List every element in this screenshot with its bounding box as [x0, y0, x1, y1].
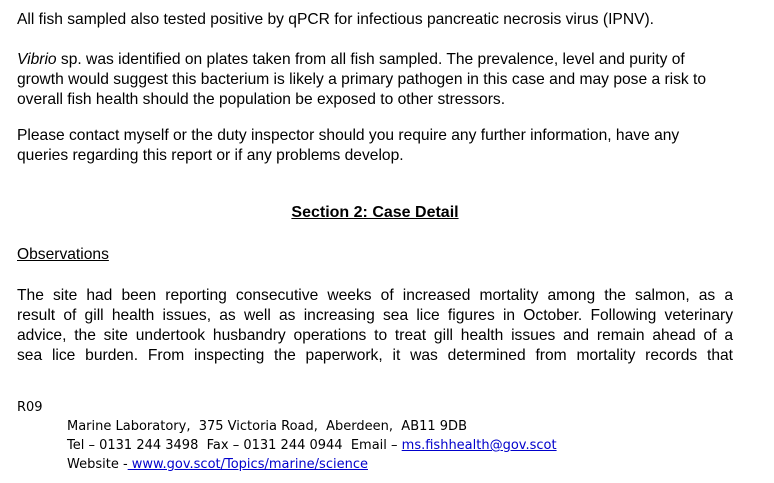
footer-address: Marine Laboratory, 375 Victoria Road, Aberdeen, AB11 9DB	[67, 419, 467, 434]
document-code: R09	[17, 400, 43, 415]
footer-contact-prefix: Tel – 0131 244 3498 Fax – 0131 244 0944 Email –	[67, 438, 402, 453]
footer-contact	[67, 436, 557, 455]
observations-paragraph	[17, 286, 733, 366]
vibrio-text: sp. was identified on plates taken from all fish sampled. The prevalence, level and purity of growth would suggest this bacterium is likely a primary pathogen in this case and may pose a risk to overall fish health should the population be exposed to other stressors.	[17, 51, 707, 108]
observations-line: The site had been reporting consecutive weeks of increased mortality among the salmon, as a	[17, 287, 733, 304]
vibrio-paragraph	[17, 50, 733, 110]
contact-paragraph: Please contact myself or the duty inspector should you require any further information, have any queries regarding this report or if any problems develop.	[17, 127, 680, 164]
observations-line: advice, the site undertook husbandry operations to treat gill health issues and remain ahead of a	[17, 327, 733, 344]
section-heading: Section 2: Case Detail	[291, 204, 459, 221]
observations-label: Observations	[17, 246, 109, 263]
ipnv-paragraph: All fish sampled also tested positive by qPCR for infectious pancreatic necrosis virus (IPNV).	[17, 11, 655, 28]
vibrio-genus: Vibrio	[17, 51, 57, 68]
footer-website	[67, 455, 557, 474]
website-link[interactable]: www.gov.scot/Topics/marine/science	[127, 457, 368, 472]
observations-line: sea lice burden. From inspecting the paperwork, it was determined from mortality records that	[17, 347, 733, 364]
email-link[interactable]: ms.fishhealth@gov.scot	[401, 438, 557, 453]
footer-website-prefix: Website -	[67, 457, 128, 472]
observations-line: result of gill health issues, as well as increasing sea lice figures in October. Following veterinary	[17, 307, 733, 324]
footer	[67, 417, 557, 474]
